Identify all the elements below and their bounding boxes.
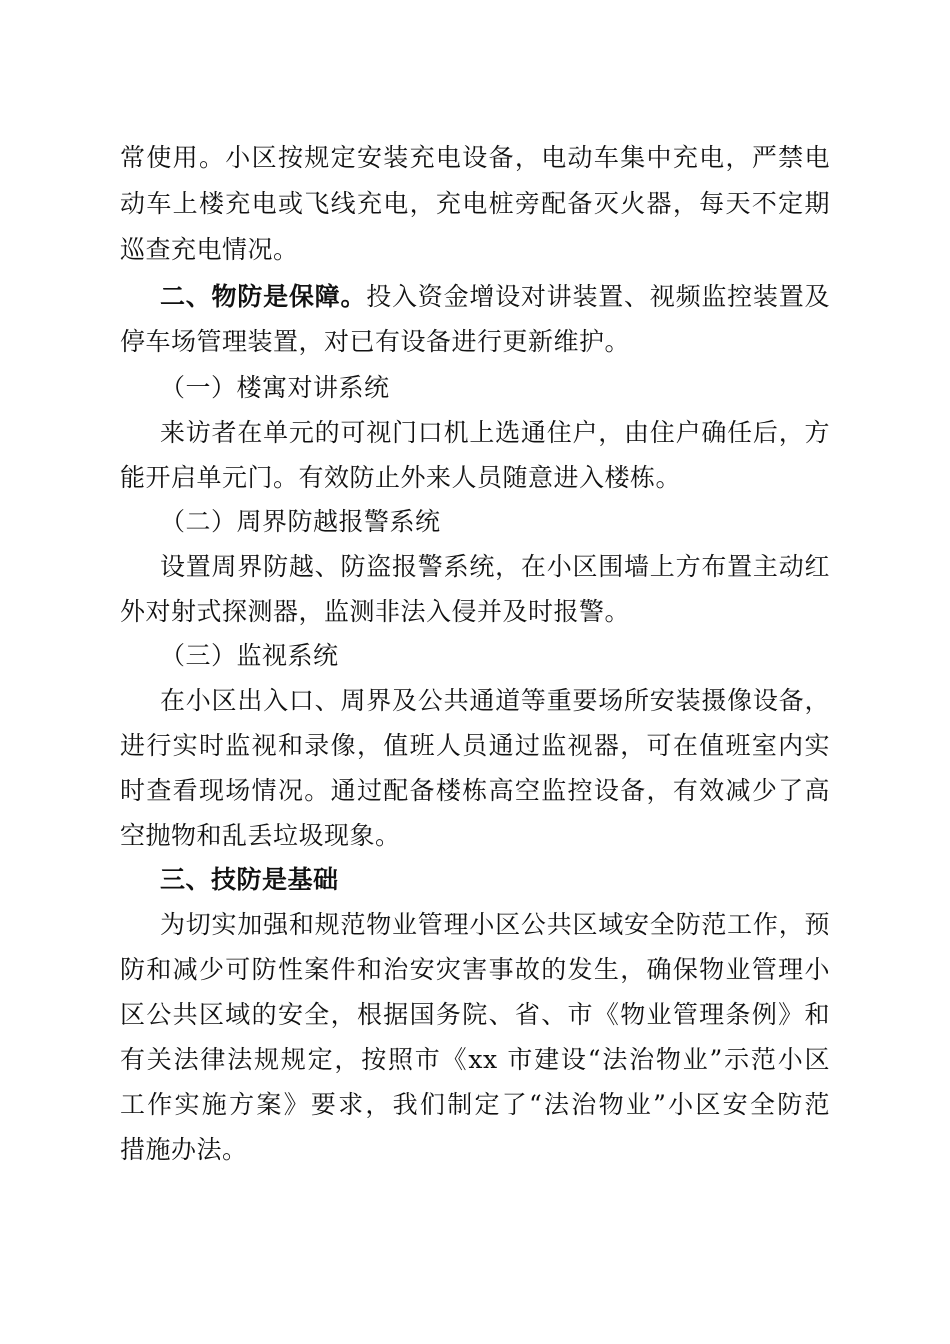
body-text-line: 停车场管理装置，对已有设备进行更新维护。 — [120, 327, 631, 356]
body-text-line: 防和减少可防性案件和治安灾害事故的发生，确保物业管理小 — [120, 955, 830, 984]
section-two-line — [160, 275, 830, 319]
body-text-line: 来访者在单元的可视门口机上选通住户，由住户确任后，方 — [160, 418, 830, 447]
body-text-line: 在小区出入口、周界及公共通道等重要场所安装摄像设备， — [160, 686, 830, 715]
body-text-line: 巡查充电情况。 — [120, 235, 299, 264]
subsection-heading-surveillance: （三）监视系统 — [160, 641, 339, 670]
body-text-line: 空抛物和乱丢垃圾现象。 — [120, 821, 401, 850]
body-text-line: 外对射式探测器，监测非法入侵并及时报警。 — [120, 597, 631, 626]
subsection-heading-intercom: （一）楼寓对讲系统 — [160, 373, 390, 402]
section-two-text: 投入资金增设对讲装置、视频监控装置及 — [366, 282, 830, 311]
body-text-line: 为切实加强和规范物业管理小区公共区域安全防范工作，预 — [160, 910, 830, 939]
body-text-line: 能开启单元门。有效防止外来人员随意进入楼栋。 — [120, 463, 682, 492]
body-text-line: 常使用。小区按规定安装充电设备，电动车集中充电，严禁电 — [120, 143, 830, 172]
subsection-heading-perimeter-alarm: （二）周界防越报警系统 — [160, 507, 441, 536]
body-text-line: 工作实施方案》要求，我们制定了“法治物业”小区安全防范 — [120, 1090, 830, 1119]
body-text-line: 动车上楼充电或飞线充电，充电桩旁配备灭火器，每天不定期 — [120, 189, 830, 218]
body-text-line: 设置周界防越、防盗报警系统，在小区围墙上方布置主动红 — [160, 552, 830, 581]
section-three-heading: 三、技防是基础 — [160, 865, 339, 894]
body-text-line: 措施办法。 — [120, 1135, 248, 1164]
body-text-line: 时查看现场情况。通过配备楼栋高空监控设备，有效减少了高 — [120, 776, 830, 805]
body-text-line: 区公共区域的安全，根据国务院、省、市《物业管理条例》和 — [120, 1000, 830, 1029]
body-text-line: 有关法律法规规定，按照市《xx 市建设“法治物业”示范小区 — [120, 1045, 830, 1074]
section-two-heading: 二、物防是保障。 — [160, 282, 367, 311]
body-text-line: 进行实时监视和录像，值班人员通过监视器，可在值班室内实 — [120, 731, 830, 760]
